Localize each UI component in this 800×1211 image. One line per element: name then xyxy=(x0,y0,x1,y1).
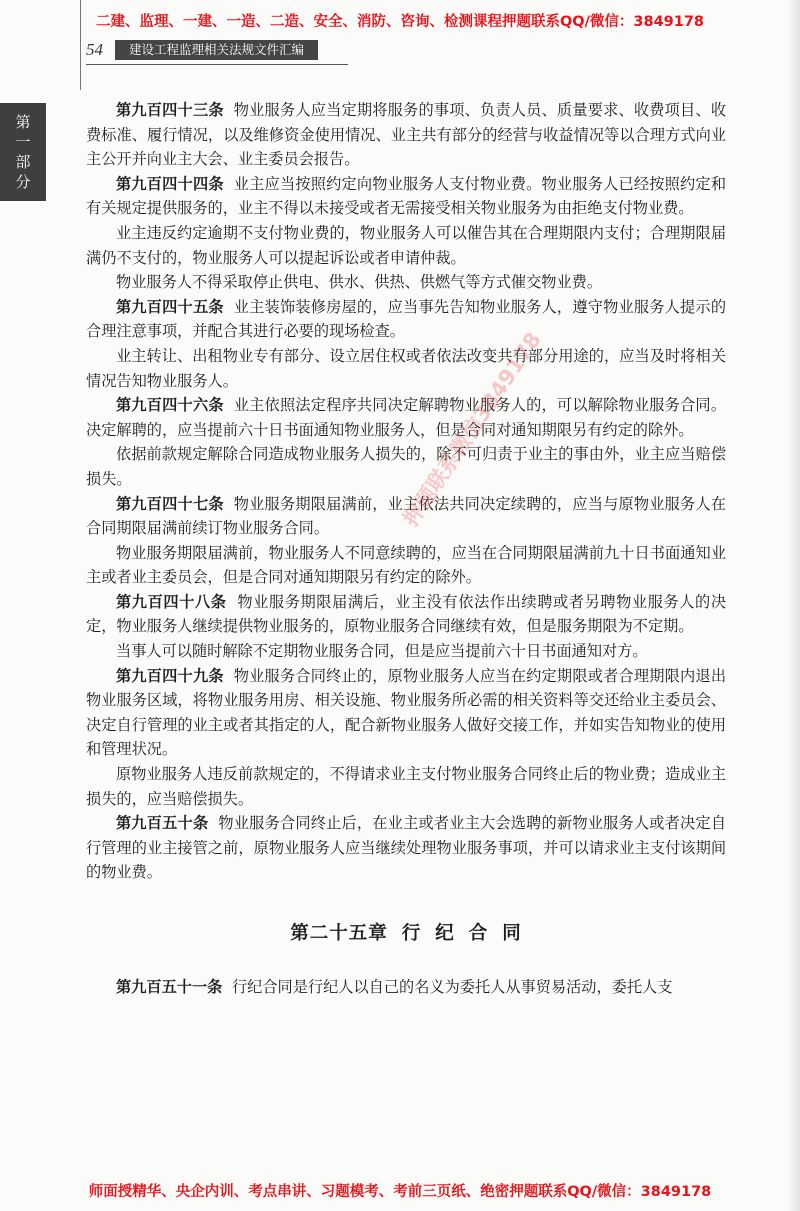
side-tab-char: 一 xyxy=(15,133,31,151)
article-paragraph: 第九百四十七条 物业服务期限届满前，业主依法共同决定续聘的，应当与原物业服务人在合同期限届满前续订物业服务合同。 xyxy=(86,494,727,538)
article-paragraph: 第九百四十六条 业主依照法定程序共同决定解聘物业服务人的，可以解除物业服务合同。决定解聘的，应当提前六十日书面通知物业服务人，但是合同对通知期限另有约定的除外。 xyxy=(86,396,727,439)
article-paragraph: 依据前款规定解除合同造成物业服务人损失的，除不可归责于业主的事由外，业主应当赔偿损失。 xyxy=(86,445,726,488)
side-tab-char: 第 xyxy=(15,113,31,131)
article-paragraph: 业主转让、出租物业专有部分、设立居住权或者依法改变共有部分用途的，应当及时将相关情况告知物业服务人。 xyxy=(86,346,726,390)
article-paragraph: 物业服务人不得采取停止供电、供水、供热、供燃气等方式催交物业费。 xyxy=(116,273,602,292)
article-paragraph: 第九百四十八条 物业服务期限届满后，业主没有依法作出续聘或者另聘物业服务人的决定，物业服务人继续提供物业服务的，原物业服务合同继续有效，但是服务期限为不定期。 xyxy=(86,592,727,636)
margin-line xyxy=(80,0,81,90)
article-paragraph: 第九百四十三条 物业服务人应当定期将服务的事项、负责人员、质量要求、收费项目、收费标准、履行情况，以及维修资金使用情况、业主共有部分的经营与收益情况等以合理方式向业主公开并向业主大会、业主委员会报告。 xyxy=(86,101,727,169)
running-header xyxy=(86,39,318,61)
article-paragraph: 第九百五十一条 行纪合同是行纪人以自己的名义为委托人从事贸易活动，委托人支 xyxy=(116,978,673,996)
chapter-heading: 第二十五章 行 纪 合 同 xyxy=(290,923,522,944)
article-paragraph: 第九百四十五条 业主装饰装修房屋的，应当事先告知物业服务人，遵守物业服务人提示的合理注意事项，并配合其进行必要的现场检查。 xyxy=(86,297,727,341)
part-side-tab xyxy=(0,103,46,201)
side-tab-char: 部 xyxy=(15,153,31,171)
top-promo-banner: 二建、监理、一建、一造、二造、安全、消防、咨询、检测课程押题联系QQ/微信：3849178 xyxy=(95,14,705,30)
book-title: 建设工程监理相关法规文件汇编 xyxy=(115,40,318,60)
page-number: 54 xyxy=(86,40,103,59)
diagonal-watermark: 押题联系微信3849178 xyxy=(398,327,546,531)
header-rule xyxy=(86,64,348,65)
side-tab-char: 分 xyxy=(15,173,31,191)
article-paragraph: 原物业服务人违反前款规定的，不得请求业主支付物业服务合同终止后的物业费；造成业主损失的，应当赔偿损失。 xyxy=(86,765,726,808)
page-edge-shadow xyxy=(790,0,800,1211)
document-body xyxy=(86,98,726,1000)
article-paragraph: 第九百五十条 物业服务合同终止后，在业主或者业主大会选聘的新物业服务人或者决定自行管理的业主接管之前，原物业服务人应当继续处理物业服务事项，并可以请求业主支付该期间的物业费。 xyxy=(86,814,727,882)
article-paragraph: 第九百四十四条 业主应当按照约定向物业服务人支付物业费。物业服务人已经按照约定和有关规定提供服务的，业主不得以未接受或者无需接受相关物业服务为由拒绝支付物业费。 xyxy=(86,174,727,218)
article-paragraph: 业主违反约定逾期不支付物业费的，物业服务人可以催告其在合理期限内支付；合理期限届满仍不支付的，物业服务人可以提起诉讼或者申请仲裁。 xyxy=(86,223,726,267)
bottom-promo-banner: 师面授精华、央企内训、考点串讲、习题模考、考前三页纸、绝密押题联系QQ/微信：3849178 xyxy=(88,1184,712,1200)
article-paragraph: 第九百四十九条 物业服务合同终止的，原物业服务人应当在约定期限或者合理期限内退出物业服务区域，将物业服务用房、相关设施、物业服务所必需的相关资料等交还给业主委员会、决定自行管理的业主或者其指定的人，配合新物业服务人做好交接工作，并如实告知物业的使用和管理状况。 xyxy=(86,666,727,759)
article-paragraph: 物业服务期限届满前，物业服务人不同意续聘的，应当在合同期限届满前九十日书面通知业主或者业主委员会，但是合同对通知期限另有约定的除外。 xyxy=(86,543,726,587)
article-paragraph: 当事人可以随时解除不定期物业服务合同，但是应当提前六十日书面通知对方。 xyxy=(116,642,648,661)
